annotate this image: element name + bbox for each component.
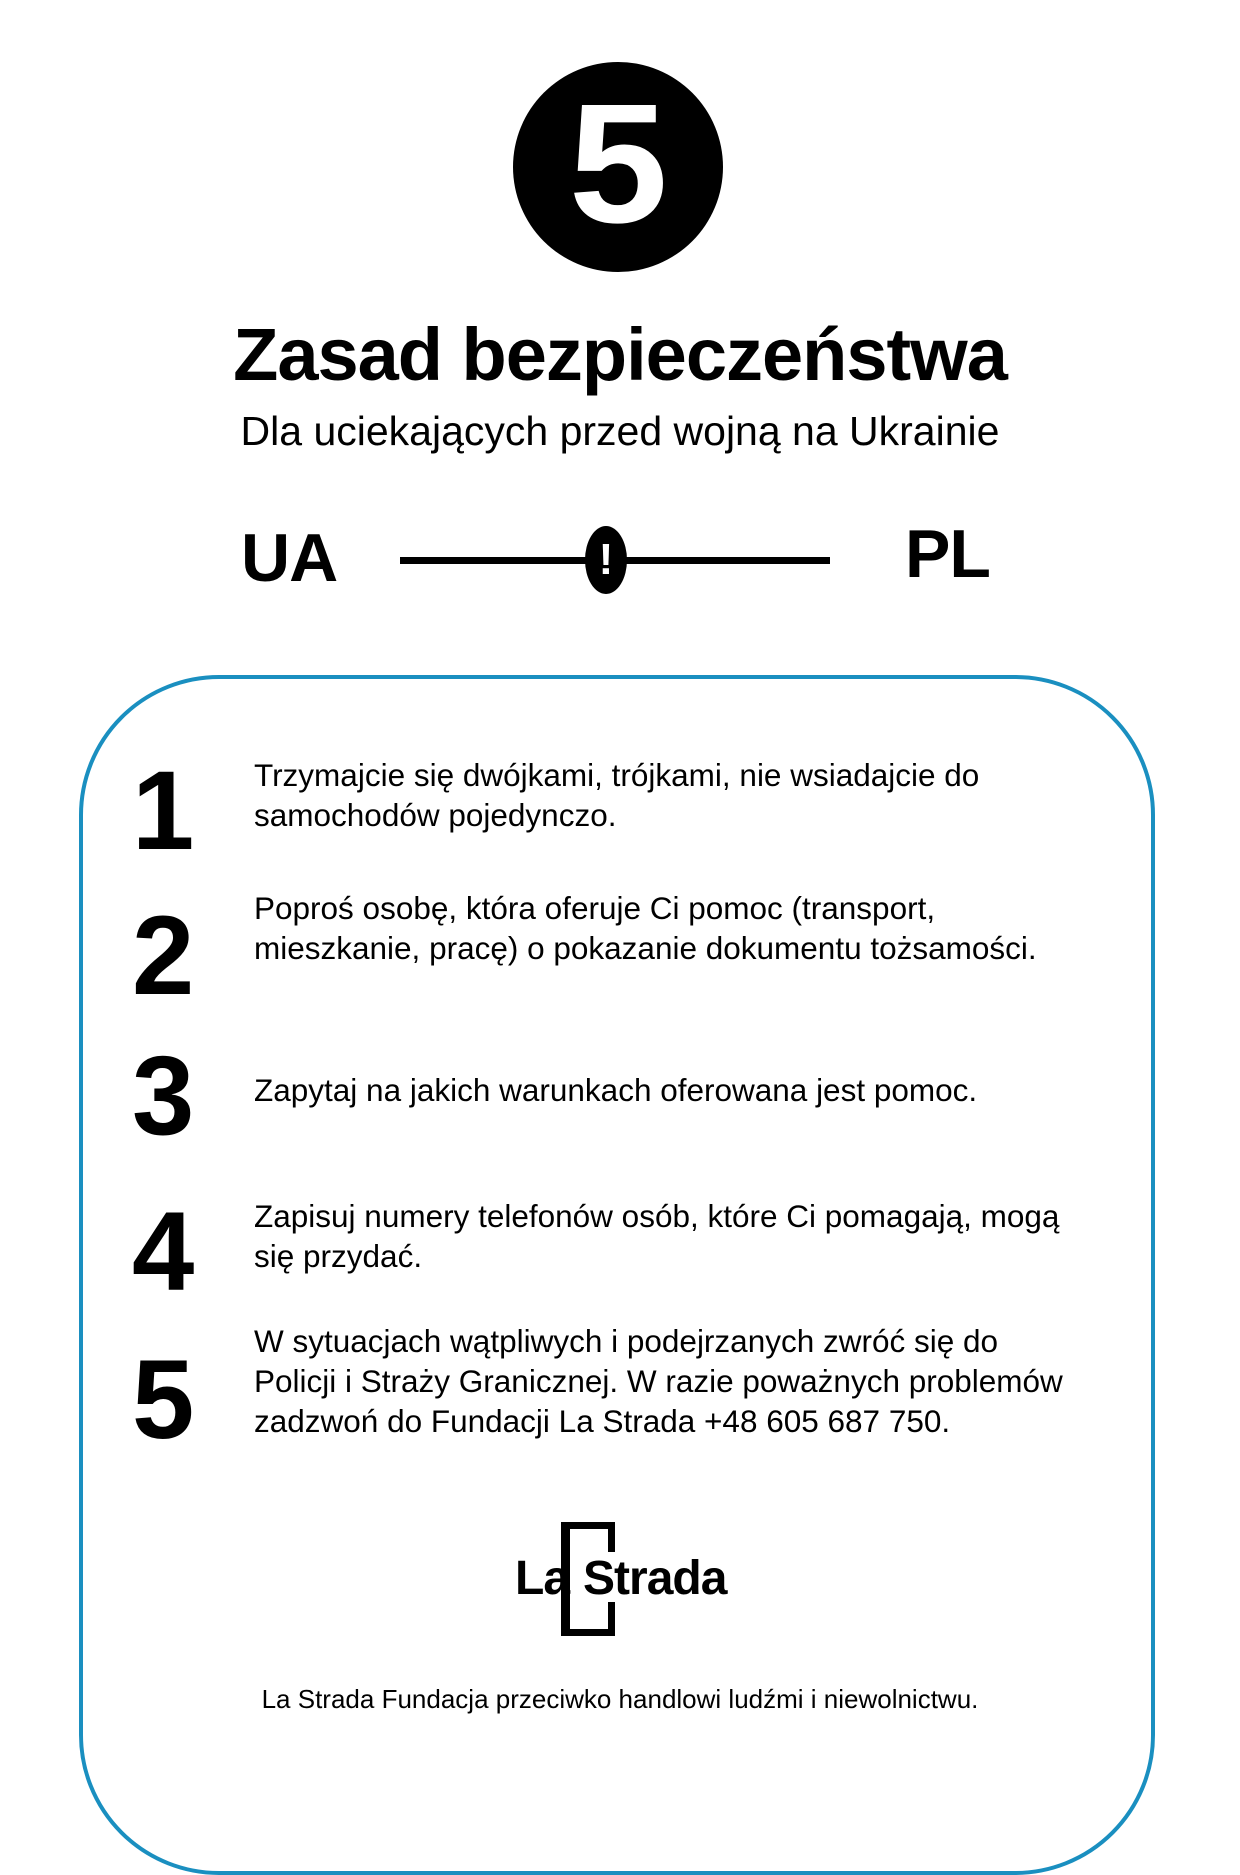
page-subtitle: Dla uciekających przed wojną na Ukrainie (240, 408, 1000, 454)
route-diagram (0, 516, 1240, 600)
rule-number: 4 (132, 1189, 195, 1314)
rule-number: 5 (132, 1337, 195, 1462)
rule-number: 2 (132, 893, 195, 1018)
number-badge (513, 62, 723, 272)
logo-wordmark: La Strada (515, 1552, 727, 1605)
rule-number: 3 (132, 1033, 195, 1158)
rule-text: Trzymajcie się dwójkami, trójkami, nie wsiadajcie do samochodów pojedynczo. (254, 757, 980, 833)
route-to-label: PL (905, 516, 990, 592)
footer-text: La Strada Fundacja przeciwko handlowi ludźmi i niewolnictwu. (261, 1684, 979, 1714)
route-from-label: UA (241, 520, 338, 596)
exclamation-icon: ! (585, 526, 627, 594)
rule-text: Zapisuj numery telefonów osób, które Ci pomagają, mogą się przydać. (254, 1198, 1060, 1274)
rule-text: Zapytaj na jakich warunkach oferowana jest pomoc. (254, 1072, 978, 1108)
page-title: Zasad bezpieczeństwa (233, 313, 1007, 396)
rule-number: 1 (132, 748, 195, 873)
rule-text: Poproś osobę, która oferuje Ci pomoc (transport, mieszkanie, pracę) o pokazanie dokumentu tożsamości. (254, 890, 1037, 966)
badge-number: 5 (568, 69, 668, 259)
rule-text: W sytuacjach wątpliwych i podejrzanych zwróć się do Policji i Straży Granicznej. W razie poważnych problemów zadzwoń do Fundacji La Strada +48 605 687 750. (254, 1323, 1063, 1439)
la-strada-logo (513, 1522, 743, 1642)
